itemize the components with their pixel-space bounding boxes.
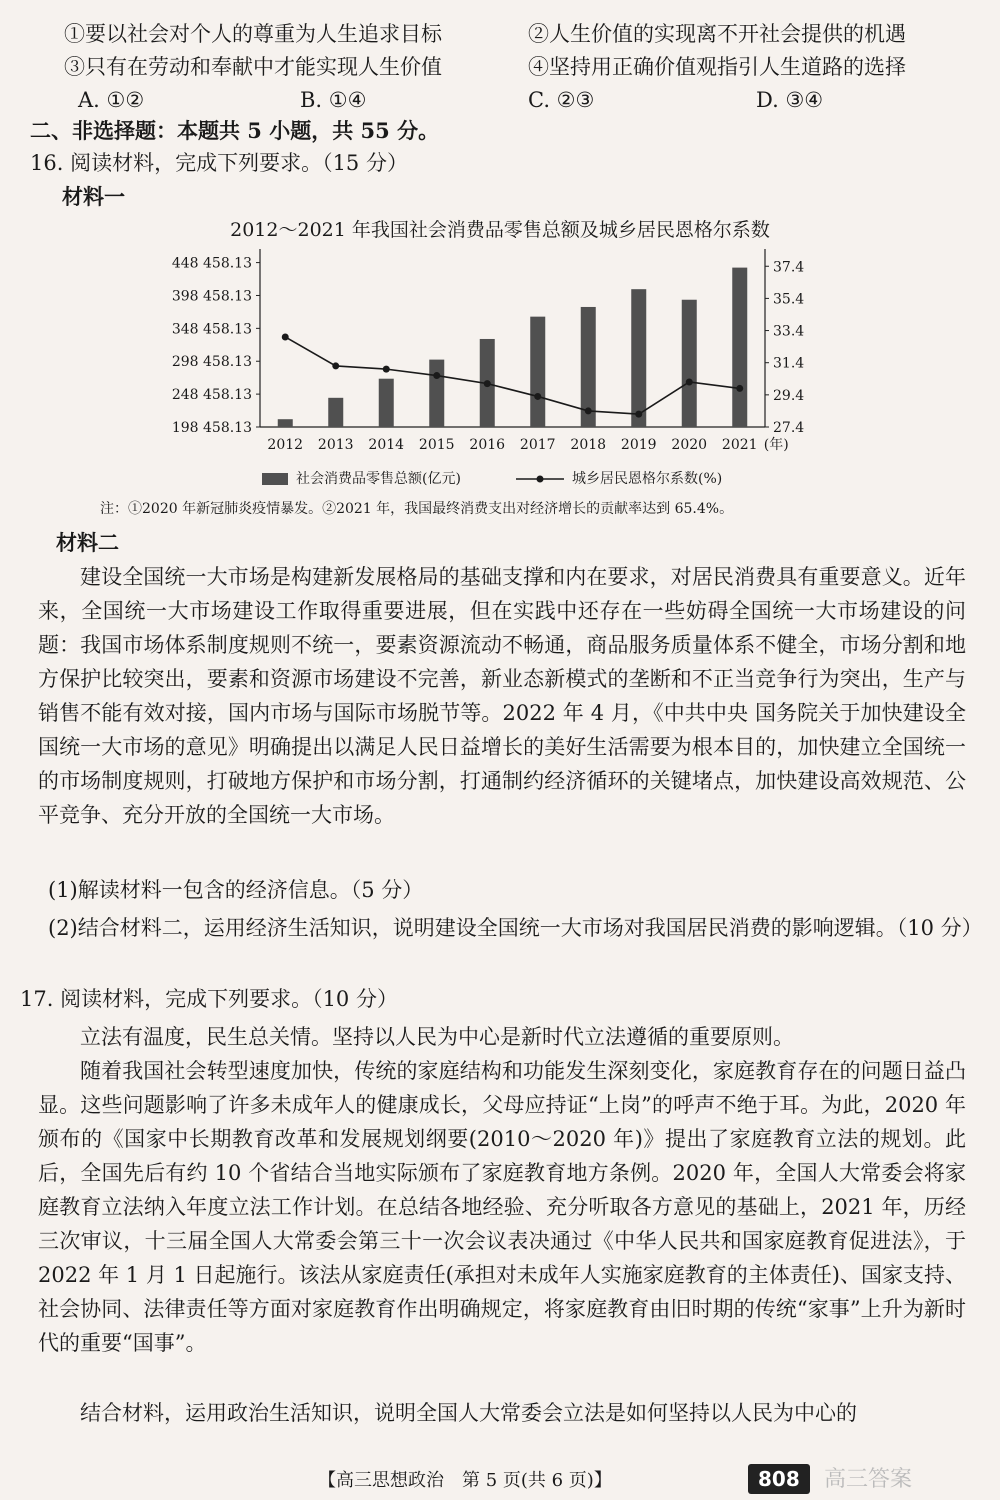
chart-note: 注：①2020 年新冠肺炎疫情暴发。②2021 年，我国最终消费支出对经济增长的贡献率达到 65.4%。 [100, 501, 734, 517]
legend-bar-swatch [262, 473, 288, 485]
option-a: A. ①② [78, 88, 145, 112]
retail-bar [278, 419, 293, 427]
left-tick-label: 398 458.13 [171, 288, 252, 305]
left-tick-label: 248 458.13 [171, 387, 252, 404]
retail-bar [682, 300, 697, 427]
engel-point [433, 372, 440, 379]
retail-bar [379, 379, 394, 427]
retail-bar [631, 289, 646, 427]
q16-requirement-1: (1)解读材料一包含的经济信息。（5 分） [48, 878, 424, 902]
q17-paragraph-3: 结合材料，运用政治生活知识，说明全国人大常委会立法是如何坚持以人民为中心的 [80, 1401, 857, 1425]
right-tick-label: 37.4 [773, 259, 805, 276]
choice-statements-row-1 [0, 18, 1000, 50]
choice-statement-1: ①要以社会对个人的尊重为人生追求目标 [64, 22, 442, 46]
legend-label-retail: 社会消费品零售总额(亿元) [296, 471, 461, 487]
retail-bar [328, 398, 343, 427]
left-tick-label: 198 458.13 [171, 420, 252, 436]
engel-point [534, 393, 541, 400]
engel-point [585, 407, 592, 414]
choice-statements-row-2 [0, 51, 1000, 83]
x-tick-label: 2017 [519, 437, 556, 453]
x-tick-label: 2016 [469, 437, 506, 453]
material-2-text: 建设全国统一大市场是构建新发展格局的基础支撑和内在要求，对居民消费具有重要意义。近年来，全国统一大市场建设工作取得重要进展，但在实践中还存在一些妨碍全国统一大市场建设的问题：我国市场体系制度规则不统一，要素资源流动不畅通，商品服务质量体系不健全，市场分割和地方保护比较突出，要素和资源市场建设不完善，新业态新模式的垄断和不正当竞争行为突出，生产与销售不能有效对接，国内市场与国际市场脱节等。2022 年 4 月，《中共中央 国务院关于加快建设全国统一大市场的意见》明确提出以满足人民日益增长的美好生活需要为根本目的，加快建立全国统一的市场制度规则，打破地方保护和市场分割，打通制约经济循环的关键堵点，加快建设高效规范、公平竞争、充分开放的全国统一大市场。 [38, 565, 966, 827]
left-tick-label: 348 458.13 [171, 321, 252, 338]
option-c: C. ②③ [528, 88, 595, 112]
section-2-title: 二、非选择题：本题共 5 小题，共 55 分。 [30, 118, 440, 143]
chart-title: 2012～2021 年我国社会消费品零售总额及城乡居民恩格尔系数 [230, 219, 770, 241]
legend-label-engel: 城乡居民恩格尔系数(%) [572, 471, 723, 487]
material-2-label: 材料二 [56, 530, 119, 555]
material-1-label: 材料一 [62, 184, 125, 209]
option-b: B. ①④ [300, 88, 367, 112]
retail-bar [530, 317, 545, 427]
legend-line-swatch [516, 472, 564, 486]
x-tick-label: 2018 [570, 437, 607, 453]
choice-statement-3: ③只有在劳动和奉献中才能实现人生价值 [64, 55, 442, 79]
legend-item-retail [262, 466, 461, 492]
x-tick-label: 2013 [317, 437, 354, 453]
choice-options-row [0, 84, 1000, 116]
q16-requirement-2: (2)结合材料二，运用经济生活知识，说明建设全国统一大市场对我国居民消费的影响逻辑。（10 分） [48, 916, 983, 940]
engel-point [635, 411, 642, 418]
retail-bar [429, 360, 444, 427]
legend-item-engel [516, 466, 722, 492]
right-tick-label: 33.4 [773, 323, 805, 340]
engel-point [484, 380, 491, 387]
footer-text: 【高三思想政治 第 5 页(共 6 页)】 [318, 1470, 612, 1491]
right-tick-label: 31.4 [773, 355, 805, 372]
right-tick-label: 27.4 [773, 420, 805, 436]
x-tick-label: 2019 [620, 437, 657, 453]
x-tick-label: 2020 [671, 437, 708, 453]
engel-point [736, 385, 743, 392]
engel-point [332, 362, 339, 369]
choice-statement-2: ②人生价值的实现离不开社会提供的机遇 [528, 22, 906, 46]
q17-paragraph-2: 随着我国社会转型速度加快，传统的家庭结构和功能发生深刻变化，家庭教育存在的问题日益凸显。这些问题影响了许多未成年人的健康成长，父母应持证“上岗”的呼声不绝于耳。为此，2020 年颁布的《国家中长期教育改革和发展规划纲要(2010～2020 年)》提出了家庭教育立法的规划。此后，全国先后有约 10 个省结合当地实际颁布了家庭教育地方条例。2020 年，全国人大常委会将家庭教育立法纳入年度立法工作计划。在总结各地经验、充分听取各方意见的基础上，2021 年，历经三次审议，十三届全国人大常委会第三十一次会议表决通过《中华人民共和国家庭教育促进法》，于 2022 年 1 月 1 日起施行。该法从家庭责任(承担对未成年人实施家庭教育的主体责任)、国家支持、社会协同、法律责任等方面对家庭教育作出明确规定，将家庭教育由旧时期的传统“家事”上升为新时代的重要“国事”。 [38, 1059, 966, 1355]
x-axis-unit: (年) [763, 437, 789, 453]
right-tick-label: 29.4 [773, 387, 805, 404]
engel-point [686, 378, 693, 385]
left-tick-label: 448 458.13 [171, 255, 252, 272]
retail-bar [732, 268, 747, 427]
x-tick-label: 2015 [418, 437, 455, 453]
x-tick-label: 2014 [368, 437, 405, 453]
q17-header: 17. 阅读材料，完成下列要求。（10 分） [20, 987, 398, 1011]
option-d: D. ③④ [756, 88, 824, 112]
engel-point [383, 366, 390, 373]
choice-statement-4: ④坚持用正确价值观指引人生道路的选择 [528, 55, 906, 79]
site-watermark: 高三答案 [824, 1467, 913, 1492]
x-tick-label: 2021 [721, 437, 758, 453]
q17-paragraph-1: 立法有温度，民生总关情。坚持以人民为中心是新时代立法遵循的重要原则。 [80, 1025, 794, 1049]
engel-point [282, 333, 289, 340]
paper-code-badge: 808 [748, 1464, 810, 1494]
left-tick-label: 298 458.13 [171, 354, 252, 371]
right-tick-label: 35.4 [773, 291, 805, 308]
engel-line [285, 337, 740, 414]
x-tick-label: 2012 [267, 437, 304, 453]
retail-engel-chart [150, 245, 830, 465]
q16-header: 16. 阅读材料，完成下列要求。（15 分） [30, 151, 408, 175]
